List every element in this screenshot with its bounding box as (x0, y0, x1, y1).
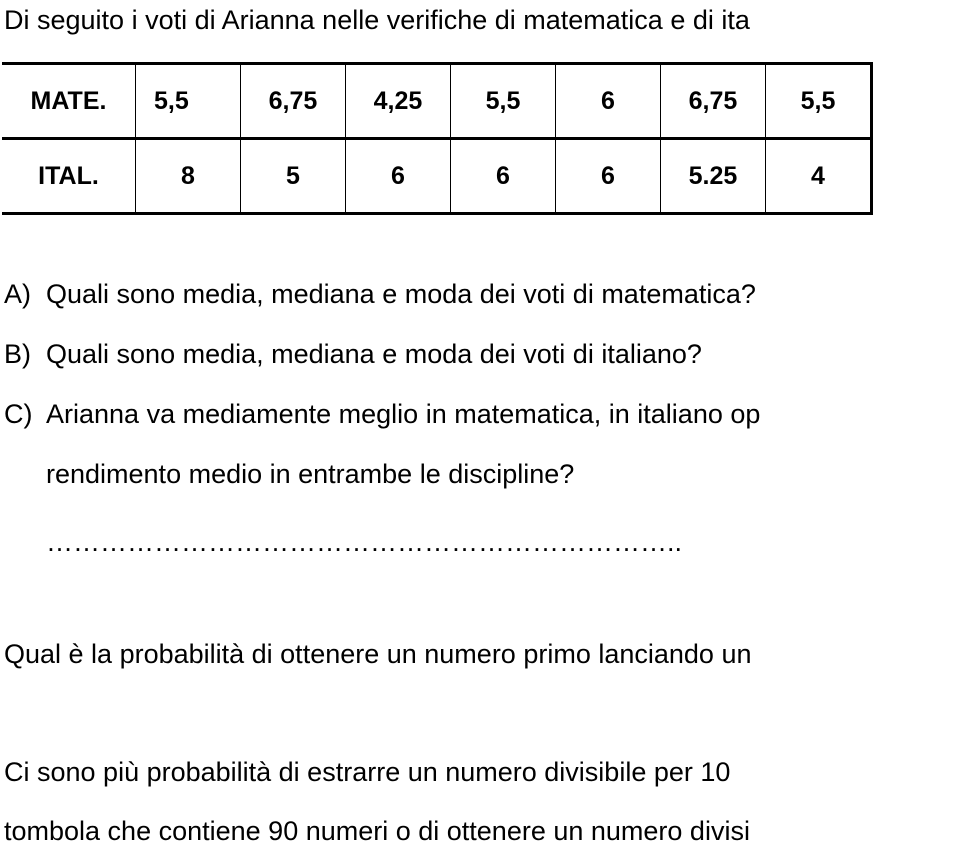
italian-grade-cell: 5.25 (661, 139, 766, 214)
answer-dotted-line: …………………………………………………………….. (46, 527, 683, 557)
question-c-continuation: rendimento medio in entrambe le discipline? (46, 459, 575, 489)
table-row-math (2, 64, 872, 139)
row-label-italian: ITAL. (2, 139, 136, 214)
math-grade-cell: 6,75 (661, 64, 766, 139)
intro-text: Di seguito i voti di Arianna nelle verifiche di matematica e di ita (4, 5, 750, 35)
question-c (4, 398, 760, 430)
math-grade-cell: 5,5 (766, 64, 872, 139)
divisible-question-line-2: tombola che contiene 90 numeri o di ottenere un numero divisi (4, 816, 750, 846)
probability-question: Qual è la probabilità di ottenere un numero primo lanciando un (4, 639, 752, 669)
table-row-italian (2, 139, 872, 214)
italian-grade-cell: 5 (241, 139, 346, 214)
italian-grade-cell: 6 (451, 139, 556, 214)
math-grade-cell: 4,25 (346, 64, 451, 139)
divisible-question-line-1: Ci sono più probabilità di estrarre un numero divisibile per 10 (4, 757, 731, 787)
italian-grade-cell: 6 (556, 139, 661, 214)
math-grade-cell: 6,75 (241, 64, 346, 139)
question-a (4, 278, 756, 310)
question-b (4, 338, 702, 370)
italian-grade-cell: 4 (766, 139, 872, 214)
grades-table (2, 62, 873, 215)
question-text: Quali sono media, mediana e moda dei voti di italiano? (46, 339, 702, 369)
math-grade-cell: 6 (556, 64, 661, 139)
italian-grade-cell: 8 (136, 139, 241, 214)
question-text: Quali sono media, mediana e moda dei voti di matematica? (46, 279, 756, 309)
math-grade-cell: 5,5 (451, 64, 556, 139)
math-grade-cell: 5,5 (136, 64, 241, 139)
question-letter: B) (4, 339, 31, 369)
italian-grade-cell: 6 (346, 139, 451, 214)
question-letter: A) (4, 279, 31, 309)
question-letter: C) (4, 399, 33, 429)
question-text: Arianna va mediamente meglio in matematica, in italiano op (46, 399, 761, 429)
row-label-math: MATE. (2, 64, 136, 139)
